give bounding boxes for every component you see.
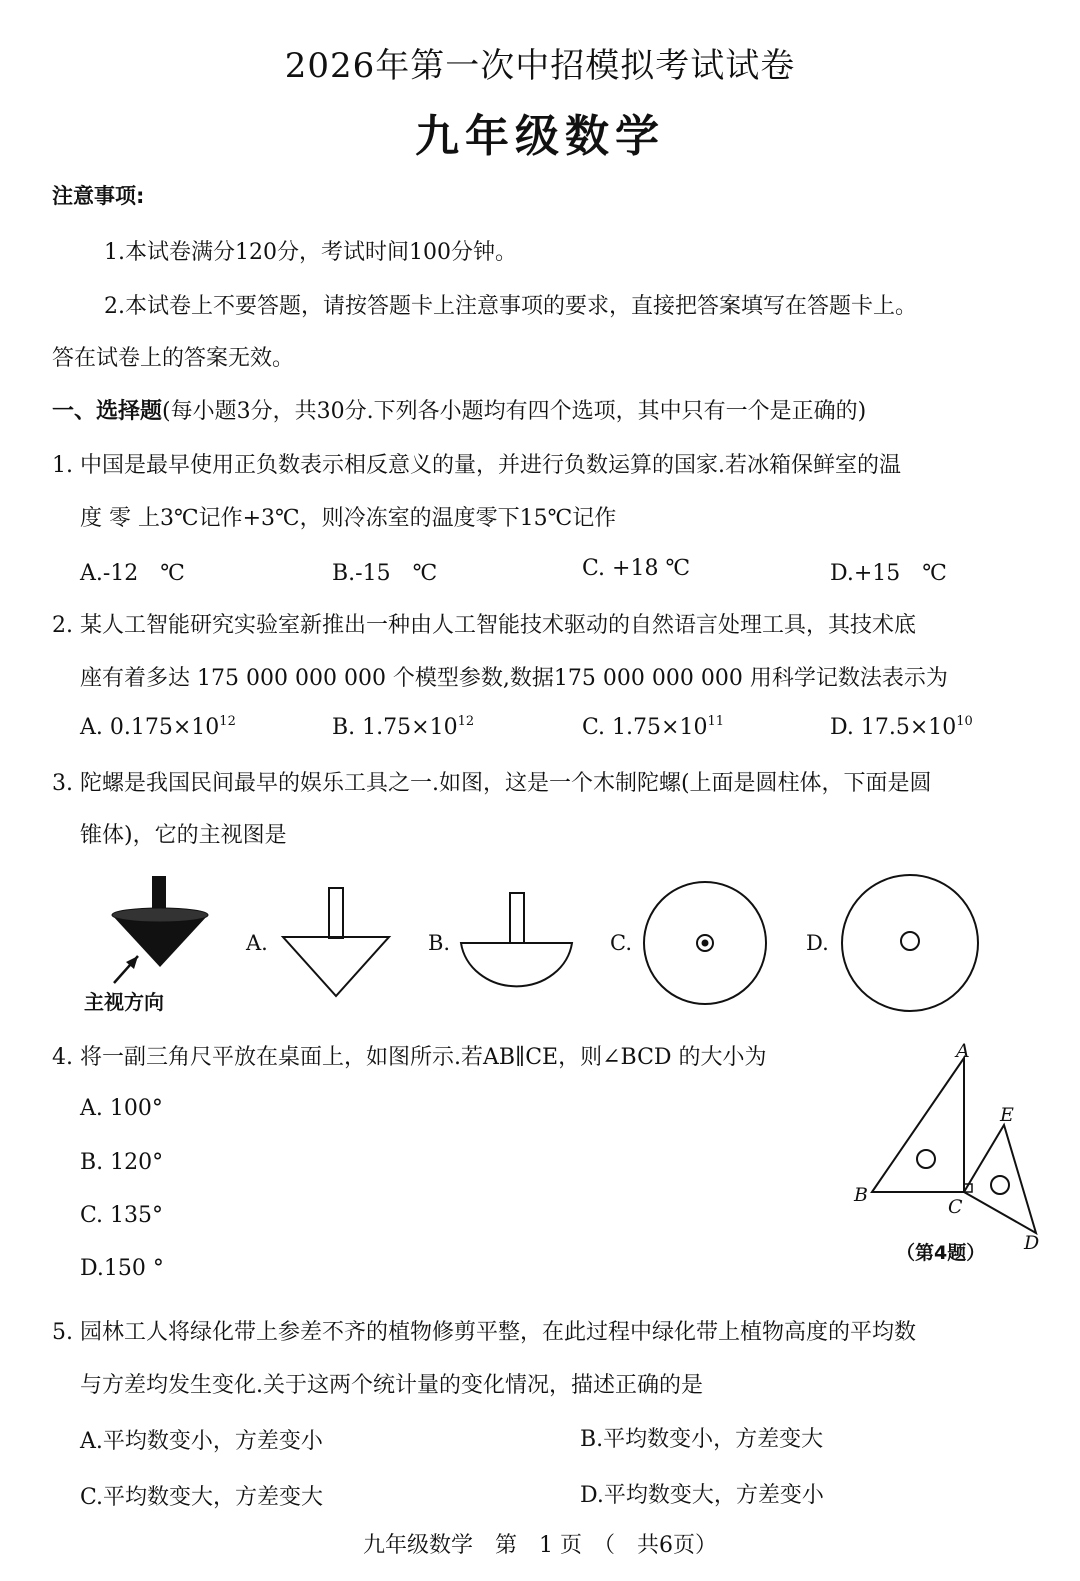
q3-option-d-label: D. [806, 931, 829, 955]
page-footer: 九年级数学 第 1 页 （ 共6页） [363, 1533, 717, 1558]
top-rim [112, 908, 208, 922]
q2-line-1: 2. 某人工智能研究实验室新推出一种由人工智能技术驱动的自然语言处理工具，其技术底 [52, 613, 916, 638]
q4-figure-caption: （第4题） [896, 1242, 986, 1264]
q2-choice-d-exp: 10 [956, 714, 973, 729]
option-d-outer-circle [842, 875, 978, 1011]
triangle-cde-hole [991, 1176, 1009, 1194]
q5-line-2: 与方差均发生变化.关于这两个统计量的变化情况，描述正确的是 [80, 1373, 703, 1398]
q2-choice-c-base: C. 1.75×10 [582, 715, 708, 740]
point-c-label: C [948, 1196, 963, 1218]
q2-choice-a-base: A. 0.175×10 [80, 715, 220, 740]
q3-option-c-label: C. [610, 931, 632, 955]
notice-line-2: 2.本试卷上不要答题，请按答题卡上注意事项的要求，直接把答案填写在答题卡上。 [104, 294, 917, 319]
q2-choice-d-base: D. 17.5×10 [830, 715, 957, 740]
q4-choice-d: D.150 ° [80, 1256, 164, 1281]
q1-choice-a: A.-12 ℃ [80, 561, 185, 586]
q1-choice-d: D.+15 ℃ [830, 561, 947, 586]
q3-option-b-label: B. [428, 931, 451, 955]
point-e-label: E [1000, 1104, 1014, 1126]
point-b-label: B [854, 1184, 868, 1206]
q2-choice-b [332, 715, 474, 740]
q3-line-1: 3. 陀螺是我国民间最早的娱乐工具之一.如图，这是一个木制陀螺(上面是圆柱体，下面是圆 [52, 771, 932, 796]
q2-choice-d [830, 715, 973, 740]
q4-line-1: 4. 将一副三角尺平放在桌面上，如图所示.若AB∥CE，则∠BCD 的大小为 [52, 1045, 767, 1070]
option-b-semicircle [461, 943, 572, 986]
exam-title: 2026年第一次中招模拟考试试卷 [284, 46, 796, 86]
q5-choice-b: B.平均数变小，方差变大 [580, 1427, 824, 1452]
section-1-header [52, 394, 866, 425]
notice-line-1: 1.本试卷满分120分，考试时间100分钟。 [104, 240, 517, 265]
point-a-label: A [956, 1040, 970, 1062]
q3-option-d-figure [840, 873, 982, 1015]
q2-line-2: 座有着多达 175 000 000 000 个模型参数,数据175 000 000 000 用科学记数法表示为 [80, 666, 948, 691]
q1-line-2: 度 零 上3℃记作+3℃，则冷冻室的温度零下15℃记作 [80, 506, 617, 531]
q2-choice-a [80, 715, 236, 740]
option-c-center-dot [702, 940, 709, 947]
q5-choice-d: D.平均数变大，方差变小 [580, 1483, 824, 1508]
q3-option-c-figure [642, 880, 770, 1008]
q3-option-b-figure [458, 890, 576, 996]
view-direction-label: 主视方向 [84, 990, 164, 1014]
q3-option-a-figure [280, 885, 395, 1000]
triangle-abc [872, 1058, 964, 1192]
q4-choice-b: B. 120° [80, 1150, 164, 1175]
q2-choice-c [582, 715, 724, 740]
q4-choice-a: A. 100° [80, 1096, 163, 1121]
section-1-desc: (每小题3分，共30分.下列各小题均有四个选项，其中只有一个是正确的) [162, 399, 867, 424]
q2-choice-a-exp: 12 [219, 714, 236, 729]
q2-choice-b-exp: 12 [457, 714, 475, 729]
spinning-top-figure [100, 870, 220, 990]
q5-line-1: 5. 园林工人将绿化带上参差不齐的植物修剪平整，在此过程中绿化带上植物高度的平均数 [52, 1320, 916, 1345]
q2-choice-c-exp: 11 [707, 714, 724, 729]
q1-choice-c: C. +18 ℃ [582, 556, 691, 581]
notice-heading: 注意事项: [52, 184, 145, 208]
triangle-cde [964, 1125, 1036, 1233]
top-cone [112, 915, 208, 967]
q1-line-1: 1. 中国是最早使用正负数表示相反意义的量，并进行负数运算的国家.若冰箱保鲜室的温 [52, 453, 901, 478]
option-d-inner-circle [901, 932, 919, 950]
q2-choice-b-base: B. 1.75×10 [332, 715, 458, 740]
section-1-title: 一、选择题 [52, 399, 163, 424]
notice-line-2-cont: 答在试卷上的答案无效。 [52, 346, 295, 371]
triangle-abc-hole [917, 1150, 935, 1168]
point-d-label: D [1024, 1232, 1040, 1254]
option-a-triangle [283, 937, 389, 996]
q1-choice-b: B.-15 ℃ [332, 561, 438, 586]
subject-title: 九年级数学 [415, 111, 665, 162]
option-a-cylinder [329, 888, 343, 938]
option-b-cylinder [510, 893, 524, 943]
q5-choice-c: C.平均数变大，方差变大 [80, 1485, 324, 1510]
q4-choice-c: C. 135° [80, 1203, 164, 1228]
q3-option-a-label: A. [246, 931, 268, 955]
q3-line-2: 锥体)，它的主视图是 [80, 823, 287, 848]
q5-choice-a: A.平均数变小，方差变小 [80, 1429, 323, 1454]
